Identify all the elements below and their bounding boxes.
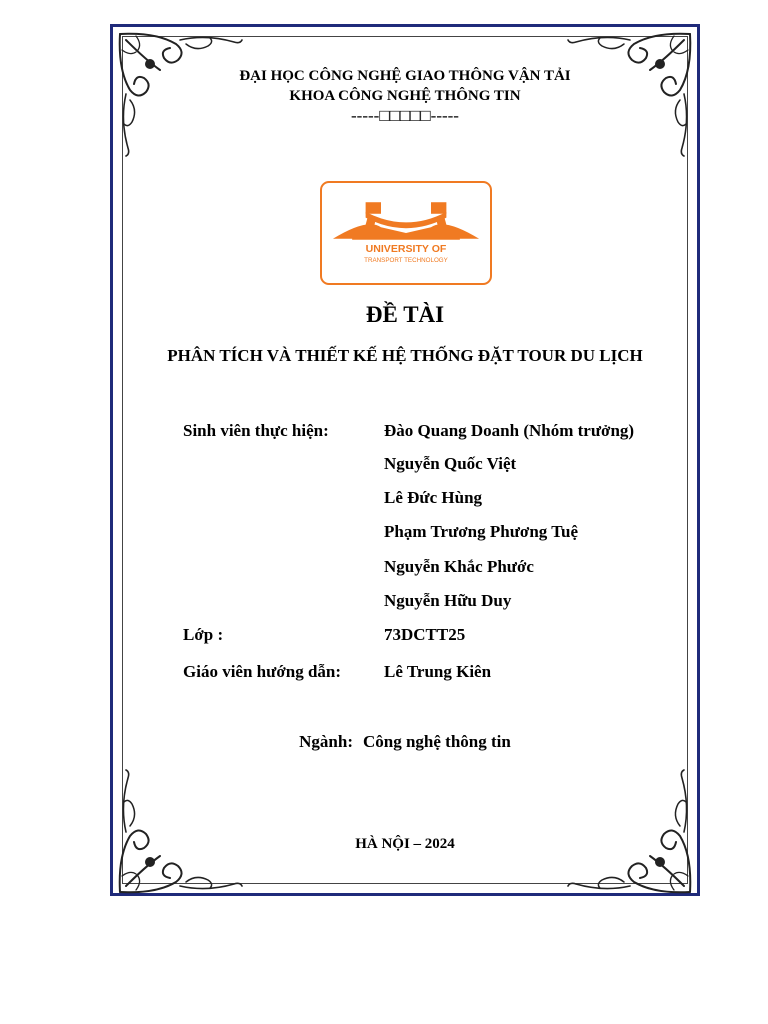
logo-text-line1: UNIVERSITY OF [365, 243, 447, 256]
student-name: Nguyễn Hữu Duy [384, 591, 512, 610]
place-and-year: HÀ NỘI – 2024 [355, 836, 455, 852]
student-name: Phạm Trương Phương Tuệ [384, 522, 579, 541]
class-value: 73DCTT25 [384, 625, 466, 644]
university-name: ĐẠI HỌC CÔNG NGHỆ GIAO THÔNG VẬN TẢI [239, 68, 571, 84]
major-label: Ngành: [299, 732, 353, 751]
student-name: Đào Quang Doanh (Nhóm trưởng) [384, 421, 635, 440]
advisor-value: Lê Trung Kiên [384, 662, 492, 681]
document-topic: PHÂN TÍCH VÀ THIẾT KẾ HỆ THỐNG ĐẶT TOUR DU LỊCH [167, 346, 643, 365]
student-name: Lê Đức Hùng [384, 488, 483, 507]
document-heading: ĐỀ TÀI [365, 302, 445, 327]
students-label: Sinh viên thực hiện: [183, 421, 329, 440]
major-value: Công nghệ thông tin [363, 732, 511, 751]
header-separator: -----□□□□□----- [351, 106, 459, 125]
university-logo [320, 181, 492, 285]
bridge-logo-icon [322, 183, 490, 283]
advisor-label: Giáo viên hướng dẫn: [183, 662, 342, 681]
major-line [110, 732, 700, 752]
logo-text-line2: TRANSPORT TECHNOLOGY [364, 256, 448, 264]
corner-ornament-bottom-right [564, 766, 694, 896]
class-label: Lớp : [183, 625, 224, 644]
student-name: Nguyễn Quốc Việt [384, 454, 517, 473]
student-name: Nguyễn Khắc Phước [384, 557, 534, 576]
corner-ornament-bottom-left [116, 766, 246, 896]
faculty-name: KHOA CÔNG NGHỆ THÔNG TIN [289, 88, 521, 104]
